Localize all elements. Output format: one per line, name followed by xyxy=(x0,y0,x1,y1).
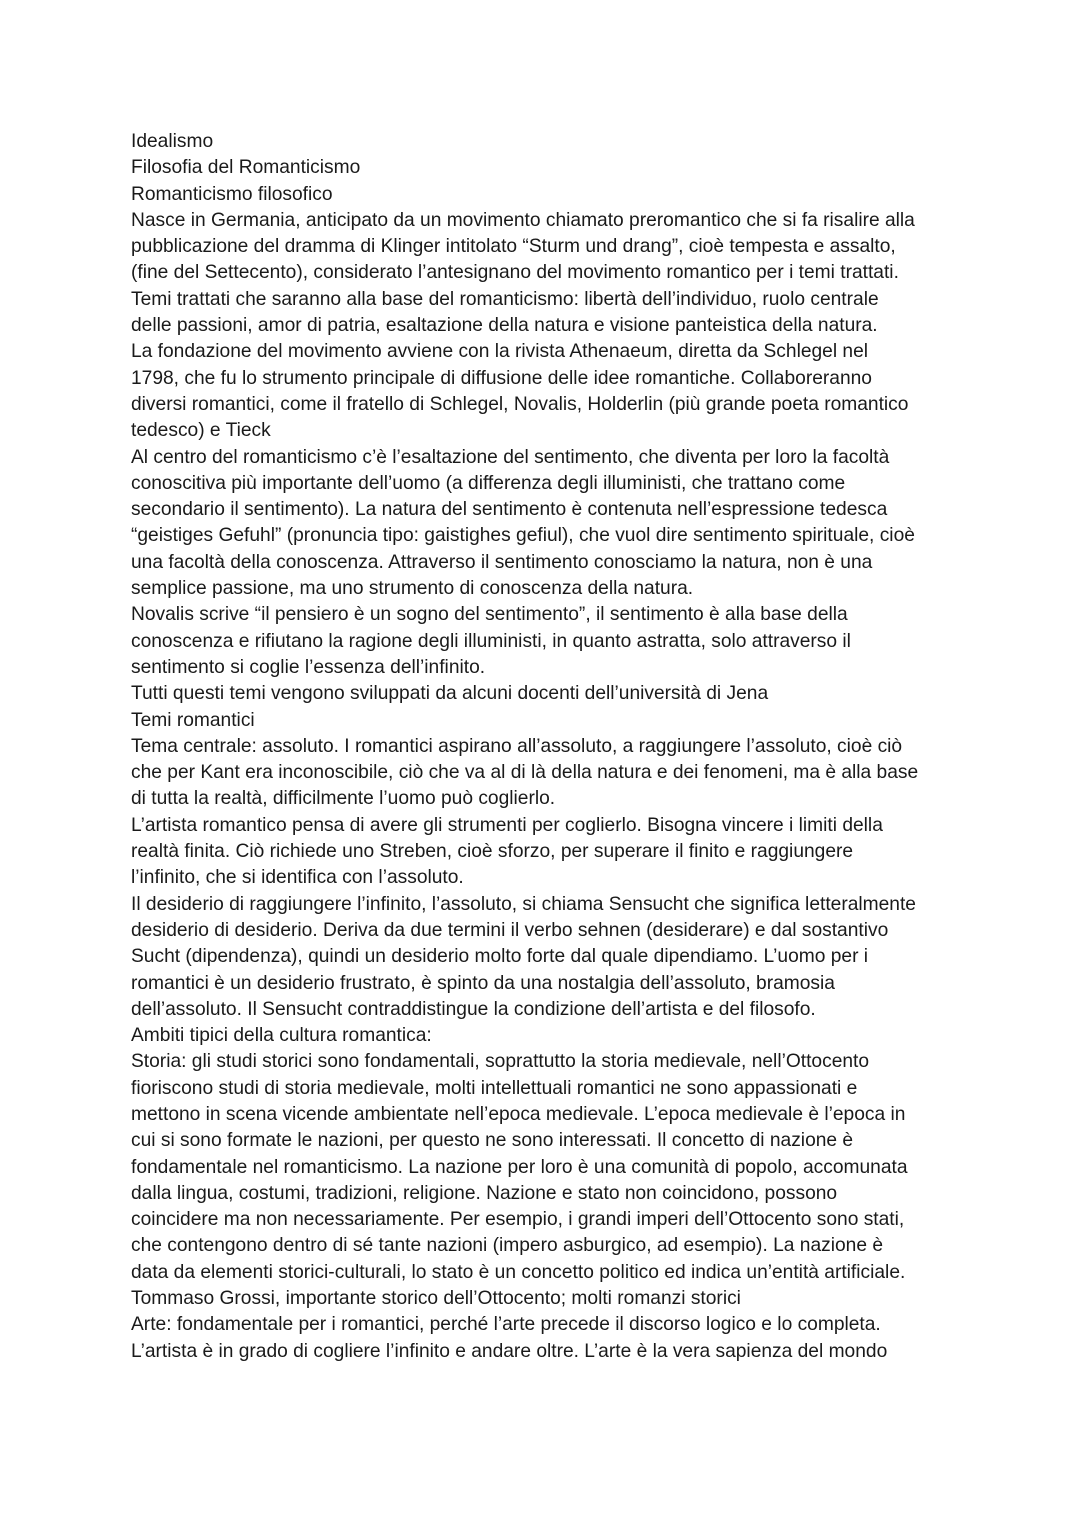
text-line: Il desiderio di raggiungere l’infinito, l’assoluto, si chiama Sensucht che significa letteralmente xyxy=(131,893,916,915)
text-line: (fine del Settecento), considerato l’antesignano del movimento romantico per i temi trattati. xyxy=(131,262,899,284)
text-line: Idealismo xyxy=(131,131,214,152)
text-line: una facoltà della conoscenza. Attraverso il sentimento conosciamo la natura, non è una xyxy=(131,551,873,573)
text-line: dalla lingua, costumi, tradizioni, religione. Nazione e stato non coincidono, possono xyxy=(131,1182,838,1204)
text-line: Tema centrale: assoluto. I romantici aspirano all’assoluto, a raggiungere l’assoluto, cioè ciò xyxy=(131,735,903,757)
text-line: sentimento si coglie l’essenza dell’infinito. xyxy=(131,656,486,678)
text-line: Temi trattati che saranno alla base del romanticismo: libertà dell’individuo, ruolo centrale xyxy=(131,288,879,310)
text-line: diversi romantici, come il fratello di Schlegel, Novalis, Holderlin (più grande poeta romantico xyxy=(131,393,909,415)
text-line: “geistiges Gefuhl” (pronuncia tipo: gaistighes gefiul), che vuol dire sentimento spirituale, cioè xyxy=(131,525,915,547)
text-line: desiderio di desiderio. Deriva da due termini il verbo sehnen (desiderare) e dal sostantivo xyxy=(131,919,889,941)
text-line: Arte: fondamentale per i romantici, perché l’arte precede il discorso logico e lo completa. xyxy=(131,1314,881,1336)
text-line: cui si sono formate le nazioni, per questo ne sono interessati. Il concetto di nazione è xyxy=(131,1130,854,1152)
text-line: semplice passione, ma uno strumento di conoscenza della natura. xyxy=(131,578,694,600)
text-line: Tommaso Grossi, importante storico dell’Ottocento; molti romanzi storici xyxy=(131,1288,741,1310)
text-line: Al centro del romanticismo c’è l’esaltazione del sentimento, che diventa per loro la facoltà xyxy=(131,446,890,468)
text-line: l’infinito, che si identifica con l’assoluto. xyxy=(131,867,464,889)
text-line: conoscenza e rifiutano la ragione degli illuministi, in quanto astratta, solo attraverso il xyxy=(131,630,851,652)
text-line: L’artista romantico pensa di avere gli strumenti per coglierlo. Bisogna vincere i limiti della xyxy=(131,814,883,836)
text-line: fioriscono studi di storia medievale, molti intellettuali romantici ne sono appassionati e xyxy=(131,1077,858,1099)
text-line: di tutta la realtà, difficilmente l’uomo può coglierlo. xyxy=(131,788,556,810)
text-line: mettono in scena vicende ambientate nell’epoca medievale. L’epoca medievale è l’epoca in xyxy=(131,1103,906,1125)
text-line: tedesco) e Tieck xyxy=(131,420,271,442)
text-line: realtà finita. Ciò richiede uno Streben, cioè sforzo, per superare il finito e raggiungere xyxy=(131,841,854,863)
text-line: coincidere ma non necessariamente. Per esempio, i grandi imperi dell’Ottocento sono stati, xyxy=(131,1209,905,1231)
text-line: secondario il sentimento). La natura del sentimento è contenuta nell’espressione tedesca xyxy=(131,499,888,521)
text-line: pubblicazione del dramma di Klinger intitolato “Sturm und drang”, cioè tempesta e assalto, xyxy=(131,236,896,258)
text-line: Ambiti tipici della cultura romantica: xyxy=(131,1025,432,1047)
text-line: L’artista è in grado di cogliere l’infinito e andare oltre. L’arte è la vera sapienza del mondo xyxy=(131,1340,888,1362)
text-line: Novalis scrive “il pensiero è un sogno del sentimento”, il sentimento è alla base della xyxy=(131,604,848,626)
text-line: Sucht (dipendenza), quindi un desiderio molto forte dal quale dipendiamo. L’uomo per i xyxy=(131,946,869,968)
text-line: Filosofia del Romanticismo xyxy=(131,157,361,179)
text-line: data da elementi storici-culturali, lo stato è un concetto politico ed indica un’entità artificiale. xyxy=(131,1261,906,1283)
text-line: dell’assoluto. Il Sensucht contraddistingue la condizione dell’artista e del filosofo. xyxy=(131,998,816,1020)
text-line: Tutti questi temi vengono sviluppati da alcuni docenti dell’università di Jena xyxy=(131,683,769,705)
text-line: Temi romantici xyxy=(131,709,255,731)
text-line: Storia: gli studi storici sono fondamentali, soprattutto la storia medievale, nell’Ottocento xyxy=(131,1051,870,1073)
document-page xyxy=(131,129,961,1365)
text-line: Romanticismo filosofico xyxy=(131,183,333,205)
text-line: fondamentale nel romanticismo. La nazione per loro è una comunità di popolo, accomunata xyxy=(131,1156,908,1178)
text-line: La fondazione del movimento avviene con la rivista Athenaeum, diretta da Schlegel nel xyxy=(131,341,869,363)
text-line: che per Kant era inconoscibile, ciò che va al di là della natura e dei fenomeni, ma è alla base xyxy=(131,762,919,784)
text-line: che contengono dentro di sé tante nazioni (impero asburgico, ad esempio). La nazione è xyxy=(131,1235,883,1257)
text-line: conoscitiva più importante dell’uomo (a differenza degli illuministi, che trattano come xyxy=(131,472,846,494)
text-line: delle passioni, amor di patria, esaltazione della natura e visione panteistica della natura. xyxy=(131,315,878,337)
text-line: 1798, che fu lo strumento principale di diffusione delle idee romantiche. Collaboreranno xyxy=(131,367,872,389)
text-line: romantici è un desiderio frustrato, è spinto da una nostalgia dell’assoluto, bramosia xyxy=(131,972,835,994)
text-line: Nasce in Germania, anticipato da un movimento chiamato preromantico che si fa risalire alla xyxy=(131,209,915,231)
